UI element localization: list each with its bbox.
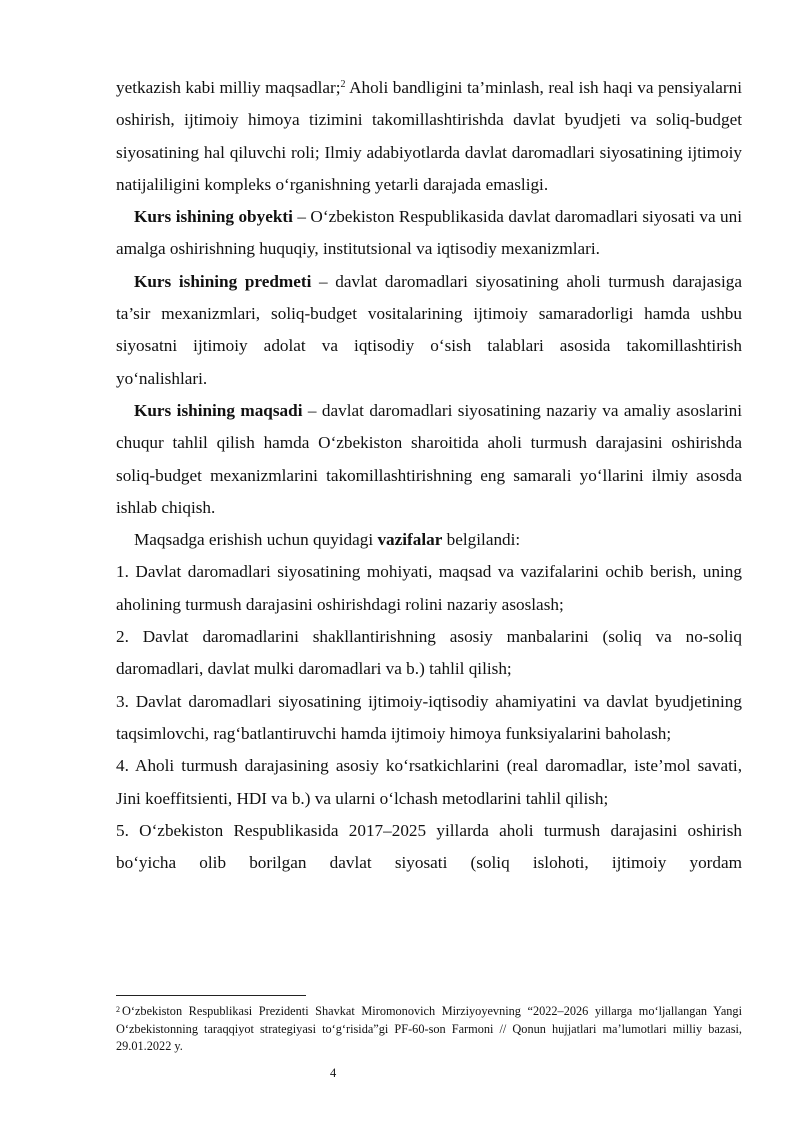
body-text: [116, 72, 742, 879]
task-item: 2. Davlat daromadlarini shakllantirishning asosiy manbalarini (soliq va no-soliq daromadlari, davlat mulki daromadlari va b.) tahlil qilish;: [116, 627, 742, 679]
vazifalar-intro-text-2: belgilandi:: [442, 530, 521, 550]
task-item: 3. Davlat daromadlari siyosatining ijtimoiy-iqtisodiy ahamiyatini va davlat byudjetining taqsimlovchi, rag‘batlantiruvchi hamda ijtimoiy himoya funksiyalarini baholash;: [116, 691, 742, 743]
maqsad-paragraph: [116, 395, 742, 524]
vazifalar-intro-text-1: Maqsadga erishish uchun quyidagi: [134, 530, 378, 550]
vazifalar-intro: [116, 524, 742, 556]
footnote-mark: 2: [116, 1005, 120, 1014]
maqsad-label: Kurs ishining maqsadi: [134, 400, 303, 420]
vazifalar-label: vazifalar: [377, 530, 443, 550]
footnote-reference[interactable]: 2: [340, 79, 346, 90]
intro-text-1: yetkazish kabi milliy maqsadlar;: [116, 78, 341, 97]
task-item: 4. Aholi turmush darajasining asosiy ko‘rsatkichlarini (real daromadlar, iste’mol savati, Jini koeffitsienti, HDI va b.) va ularni o‘lchash metodlarini tahlil qilish;: [116, 756, 742, 808]
intro-text-2: Aholi bandligini ta’minlash, real ish haqi va pensiyalarni oshirish, ijtimoiy himoya tizimini takomillashtirishda davlat byudjeti va soliq-budget siyosatining hal qiluvchi roli; Ilmiy adabiyotlarda davlat daromadlari siyosatining ijtimoiy natijaliligini kompleks o‘rganishning yetarli darajada emasligi.: [116, 78, 743, 194]
footnote: [116, 1001, 742, 1056]
maqsad-text: – davlat daromadlari siyosatining nazariy va amaliy asoslarini chuqur tahlil qilish hamda O‘zbekiston sharoitida aholi turmush darajasini oshirishda soliq-budget mexanizmlarini takomillashtirishning eng samarali yo‘llarini ilmiy asosda ishlab chiqish.: [116, 400, 742, 517]
page-number: 4: [330, 1066, 337, 1080]
obyekt-paragraph: [116, 201, 742, 266]
task-item: 5. O‘zbekiston Respublikasida 2017–2025 yillarda aholi turmush darajasini oshirish bo‘yicha olib borilgan davlat siyosati (soliq islohoti, ijtimoiy yordam: [116, 820, 742, 873]
obyekt-text: – O‘zbekiston Respublikasida davlat daromadlari siyosati va uni amalga oshirishning huquqiy, institutsional va iqtisodiy mexanizmlari.: [116, 207, 742, 259]
task-item: 1. Davlat daromadlari siyosatining mohiyati, maqsad va vazifalarini ochib berish, uning aholining turmush darajasini oshirishdagi rolini nazariy asoslash;: [116, 562, 742, 614]
intro-paragraph: [116, 72, 742, 201]
predmet-label: Kurs ishining predmeti: [134, 271, 312, 291]
footnote-separator: [116, 995, 306, 996]
obyekt-label: Kurs ishining obyekti: [134, 207, 293, 227]
predmet-text: – davlat daromadlari siyosatining aholi turmush darajasiga ta’sir mexanizmlari, soliq-budget vositalarining ijtimoiy samaradorligi hamda ushbu siyosatni ijtimoiy adolat va iqtisodiy o‘sish talablari asosida takomillashtirish yo‘nalishlari.: [116, 271, 742, 388]
footnote-text: O‘zbekiston Respublikasi Prezidenti Shavkat Miromonovich Mirziyoyevning “2022–2026 yillarga mo‘ljallangan Yangi O‘zbekistonning taraqqiyot strategiyasi to‘g‘risida”gi PF-60-son Farmoni // Qonun hujjatlari ma’lumotlari milliy bazasi, 29.01.2022 y.: [116, 1004, 742, 1053]
predmet-paragraph: [116, 266, 742, 395]
